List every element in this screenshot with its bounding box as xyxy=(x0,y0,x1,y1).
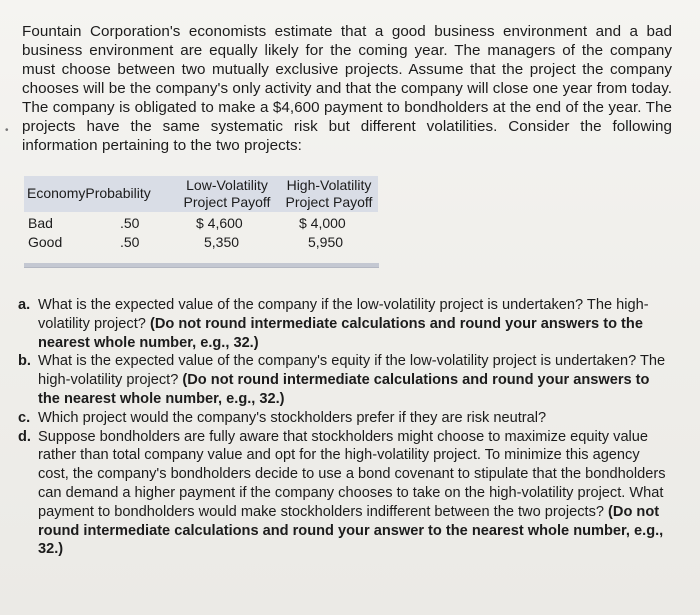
question-c xyxy=(18,409,673,428)
payoff-table xyxy=(24,176,379,271)
question-d-note: (Do not round intermediate calculations and round your answer to the nearest whole number, e.g., 32.) xyxy=(38,503,664,558)
question-c-text: Which project would the company's stockholders prefer if they are risk neutral? xyxy=(38,409,547,426)
question-a xyxy=(18,296,673,352)
question-a-text: What is the expected value of the company if the low-volatility project is undertaken? The high-volatility project? xyxy=(38,297,649,332)
intro-paragraph xyxy=(22,22,672,155)
intro-line: Fountain Corporation's economists estimate that a good business environment and a xyxy=(22,23,639,40)
questions-list xyxy=(18,296,673,559)
header-low-line1: Low-Volatility xyxy=(186,177,268,193)
row-good-probability: .50 xyxy=(120,234,140,250)
intro-line: different volatilities. Consider the following information pertaining to the two projects: xyxy=(22,118,672,154)
row-bad-economy: Bad xyxy=(28,215,53,231)
header-probability: Probability xyxy=(85,185,151,201)
row-bad-probability: .50 xyxy=(120,215,140,231)
header-high-line1: High-Volatility xyxy=(286,177,372,193)
question-a-letter: a. xyxy=(18,297,31,313)
intro-line: company must choose between two mutually exclusive projects. Assume that the project xyxy=(22,42,672,78)
question-d-letter: d. xyxy=(18,428,31,445)
question-a-note: (Do not round intermediate calculations and round your answers to the nearest whole number, e.g., 32.) xyxy=(38,315,643,351)
intro-line: one year from today. The company is obligated to make a $4,600 payment to xyxy=(22,80,672,116)
question-b-text: What is the expected value of the company's equity if the low-volatility project is undertaken? The high-volatility project? xyxy=(38,353,666,389)
stray-dot: • xyxy=(5,125,9,136)
row-bad-low: $ 4,600 xyxy=(196,215,243,231)
header-low-volatility xyxy=(172,177,282,211)
row-good-economy: Good xyxy=(28,234,63,250)
intro-line: bad business environment are equally likely for the coming year. The managers of the xyxy=(22,23,672,59)
row-bad-high: $ 4,000 xyxy=(299,215,346,231)
table-bottom-rule xyxy=(24,263,379,268)
intro-line: the company chooses will be the company's only activity and that the company will close xyxy=(22,61,672,97)
header-low-line2: Project Payoff xyxy=(183,194,271,210)
question-c-letter: c. xyxy=(18,409,31,426)
header-economy: Economy xyxy=(27,185,86,201)
question-d-text: Suppose bondholders are fully aware that stockholders might choose to maximize equity value rather than total company value and opt for the high-volatility project. To minimize this agency cost, the company's bondholders decide to use a bond covenant to stipulate that the bondholders can demand a higher payment if the company chooses to take on the high-volatility project. What payment to bondholders would make stockholders indifferent between the two projects? xyxy=(38,428,666,520)
question-b-note: (Do not round intermediate calculations and round your answers to the nearest whole number, e.g., 32.) xyxy=(38,372,650,407)
row-good-low: 5,350 xyxy=(204,234,240,250)
intro-line: bondholders at the end of the year. The projects have the same systematic risk but xyxy=(22,99,672,135)
header-high-volatility xyxy=(279,177,379,211)
question-b-letter: b. xyxy=(18,353,31,370)
question-b xyxy=(18,352,673,408)
header-high-line2: Project Payoff xyxy=(285,194,373,210)
header-economy-probability xyxy=(27,185,151,202)
question-d xyxy=(18,428,673,560)
row-good-high: 5,950 xyxy=(308,234,344,250)
